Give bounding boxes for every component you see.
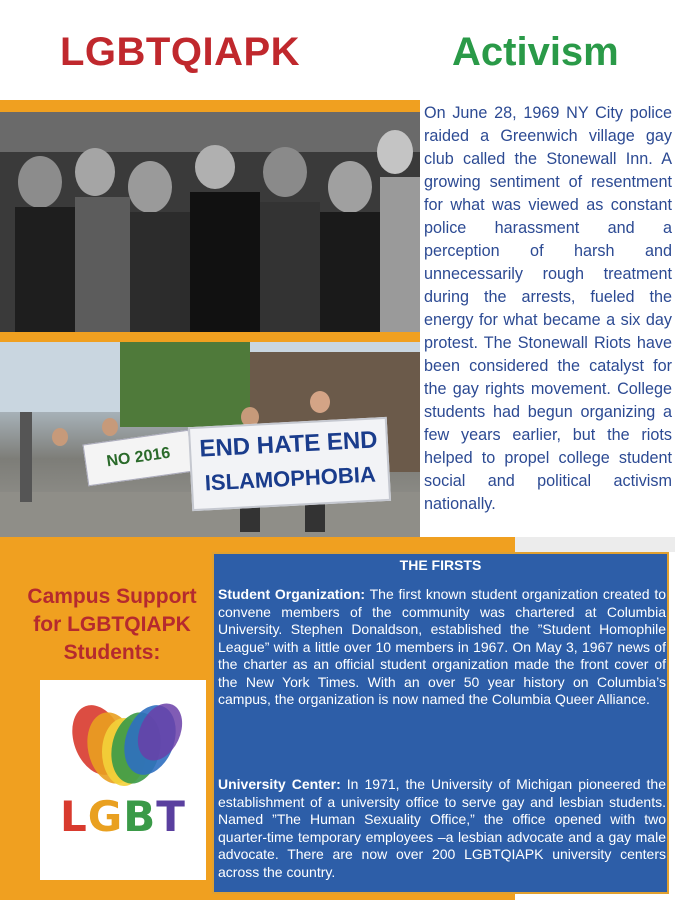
university-center-paragraph bbox=[218, 776, 666, 881]
protest-photo bbox=[0, 342, 420, 537]
paragraph-lead: Student Organization: bbox=[218, 586, 366, 602]
paragraph-body: In 1971, the University of Michigan pioneered the establishment of a university office to serve gay and lesbian students. Named ”The Human Sexuality Office,” the office opened with two quarter-time temporary employees –a lesbian advocate and a gay male advocate. There are now over 200 LGBTQIAPK university centers across the country. bbox=[218, 776, 667, 880]
lgbt-logo-text bbox=[40, 792, 206, 841]
stonewall-crowd-illustration bbox=[0, 112, 420, 332]
stonewall-intro-paragraph: On June 28, 1969 NY City police raided a Greenwich village gay club called the Stonewall Inn. A growing sentiment of resentment for what was viewed as constant police harassment and a perception of harsh and unnecessarily rough treatment during the arrests, fueled the energy for what became a six day protest. The Stonewall Riots have been considered the catalyst for the gay rights movement. College students had begun organizing a few years earlier, but the riots helped to propel college student social and political activism nationally. bbox=[424, 104, 672, 513]
title-lgbtqiapk: LGBTQIAPK bbox=[60, 30, 301, 74]
rainbow-heart-icon bbox=[40, 690, 206, 800]
the-firsts-title: THE FIRSTS bbox=[399, 557, 482, 573]
logo-letter: G bbox=[87, 792, 124, 841]
paragraph-body: The first known student organization created to convene members of the community was chartered at Columbia University. Stephen Donaldson, established the ”Student Homophile League” with a little over 10 members in 1967. On May 3, 1967 news of the charter as an official student organization made the front cover of the New York Times. With an over 50 year history on Columbia’s campus, the organization is now named the Columbia Queer Alliance. bbox=[218, 586, 666, 707]
logo-letter: B bbox=[123, 792, 157, 841]
stonewall-photo bbox=[0, 112, 420, 332]
student-organization-paragraph bbox=[218, 586, 666, 709]
lgbt-logo bbox=[40, 680, 206, 880]
orange-mid-band bbox=[0, 332, 420, 342]
protest-sign-line2: ISLAMOPHOBIA bbox=[204, 461, 377, 496]
secondary-protest-banner: NO 2016 bbox=[83, 430, 195, 486]
logo-letter: T bbox=[156, 792, 186, 841]
campus-support-heading: Campus Support for LGBTQIAPK Students: bbox=[27, 585, 197, 664]
logo-letter: L bbox=[60, 792, 88, 841]
paragraph-lead: University Center: bbox=[218, 776, 341, 792]
orange-top-bar bbox=[0, 100, 420, 112]
protest-sign bbox=[188, 417, 391, 511]
the-firsts-panel bbox=[212, 552, 669, 894]
title-activism: Activism bbox=[452, 30, 619, 74]
protest-sign-line1: END HATE END bbox=[198, 426, 379, 463]
gray-corner-block bbox=[515, 537, 675, 552]
